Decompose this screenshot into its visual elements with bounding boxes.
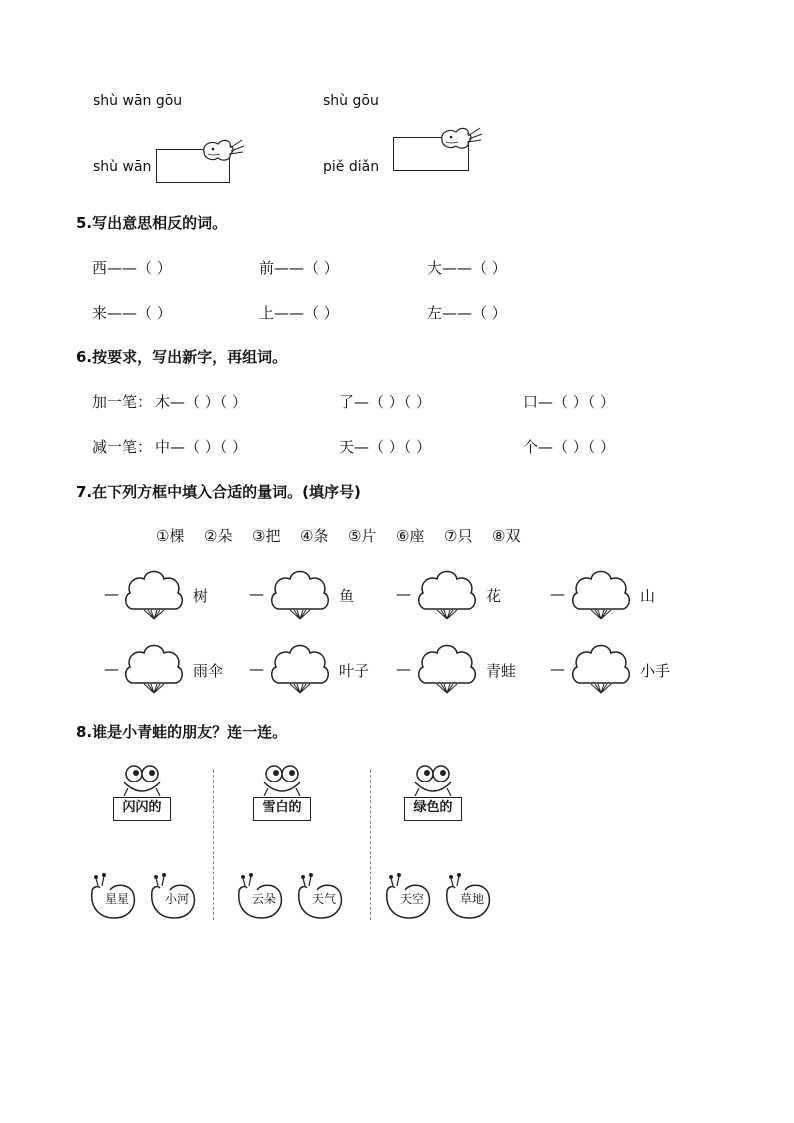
- snail-word: 云朵: [251, 892, 276, 906]
- one-dash: —: [249, 585, 264, 603]
- snail-word: 小河: [164, 892, 189, 906]
- measure-word-option: ②朵: [204, 527, 233, 545]
- shell-answer-box[interactable]: [268, 567, 332, 621]
- add-stroke-label: 加一笔：: [92, 393, 153, 411]
- antonym-item[interactable]: 上——（ ）: [259, 304, 339, 322]
- new-char-item[interactable]: 个—（ ）（ ）: [523, 438, 616, 456]
- new-char-item[interactable]: 了—（ ）（ ）: [339, 393, 432, 411]
- stroke-pinyin-pie-dian: piě diǎn: [323, 159, 380, 175]
- one-dash: —: [396, 660, 411, 678]
- snail-word: 草地: [459, 892, 484, 906]
- question-8-title: 8.谁是小青蛙的朋友？连一连。: [76, 723, 288, 741]
- measure-word-option: ④条: [300, 527, 329, 545]
- new-char-item[interactable]: 口—（ ）（ ）: [523, 393, 616, 411]
- one-dash: —: [550, 660, 565, 678]
- adjective-tag[interactable]: 雪白的: [253, 797, 311, 821]
- question-7-title: 7.在下列方框中填入合适的量词。(填序号): [76, 483, 361, 501]
- bird-icon: [438, 124, 484, 154]
- adjective-tag[interactable]: 绿色的: [404, 797, 462, 821]
- noun-label: 雨伞: [193, 662, 224, 680]
- group-divider: [213, 770, 214, 920]
- stroke-pinyin-shu-wan: shù wān: [93, 159, 152, 175]
- shell-answer-box[interactable]: [122, 641, 186, 695]
- shell-answer-box[interactable]: [415, 567, 479, 621]
- noun-label: 花: [486, 587, 502, 605]
- one-dash: —: [104, 660, 119, 678]
- frog-icon: [118, 764, 166, 796]
- noun-label: 青蛙: [486, 662, 517, 680]
- measure-word-option: ①棵: [156, 527, 185, 545]
- measure-word-option: ③把: [252, 527, 281, 545]
- antonym-item[interactable]: 前——（ ）: [259, 259, 339, 277]
- stroke-pinyin-shu-gou: shù gōu: [323, 93, 379, 109]
- measure-word-option: ⑦只: [444, 527, 473, 545]
- new-char-item[interactable]: 中—（ ）（ ）: [155, 438, 248, 456]
- antonym-item[interactable]: 来——（ ）: [92, 304, 172, 322]
- noun-label: 小手: [640, 662, 671, 680]
- snail-word: 星星: [104, 892, 129, 906]
- stroke-pinyin-shu-wan-gou: shù wān gōu: [93, 93, 183, 109]
- measure-word-option: ⑧双: [492, 527, 521, 545]
- new-char-item[interactable]: 木—（ ）（ ）: [155, 393, 248, 411]
- frog-icon: [258, 764, 306, 796]
- one-dash: —: [249, 660, 264, 678]
- measure-word-option: ⑥座: [396, 527, 425, 545]
- question-5-title: 5.写出意思相反的词。: [76, 214, 228, 232]
- frog-icon: [409, 764, 457, 796]
- shell-answer-box[interactable]: [569, 641, 633, 695]
- snail-word: 天空: [399, 892, 424, 906]
- measure-word-option: ⑤片: [348, 527, 377, 545]
- shell-answer-box[interactable]: [415, 641, 479, 695]
- antonym-item[interactable]: 大——（ ）: [427, 259, 507, 277]
- bird-icon: [200, 136, 246, 166]
- adjective-tag[interactable]: 闪闪的: [113, 797, 171, 821]
- remove-stroke-label: 减一笔：: [92, 438, 153, 456]
- question-6-title: 6.按要求，写出新字，再组词。: [76, 348, 288, 366]
- one-dash: —: [550, 585, 565, 603]
- shell-answer-box[interactable]: [122, 567, 186, 621]
- noun-label: 叶子: [339, 662, 370, 680]
- antonym-item[interactable]: 西——（ ）: [92, 259, 172, 277]
- one-dash: —: [104, 585, 119, 603]
- antonym-item[interactable]: 左——（ ）: [427, 304, 507, 322]
- noun-label: 树: [193, 587, 209, 605]
- one-dash: —: [396, 585, 411, 603]
- noun-label: 山: [640, 587, 656, 605]
- snail-word: 天气: [311, 892, 336, 906]
- new-char-item[interactable]: 天—（ ）（ ）: [339, 438, 432, 456]
- shell-answer-box[interactable]: [268, 641, 332, 695]
- group-divider: [370, 770, 371, 920]
- shell-answer-box[interactable]: [569, 567, 633, 621]
- noun-label: 鱼: [339, 587, 355, 605]
